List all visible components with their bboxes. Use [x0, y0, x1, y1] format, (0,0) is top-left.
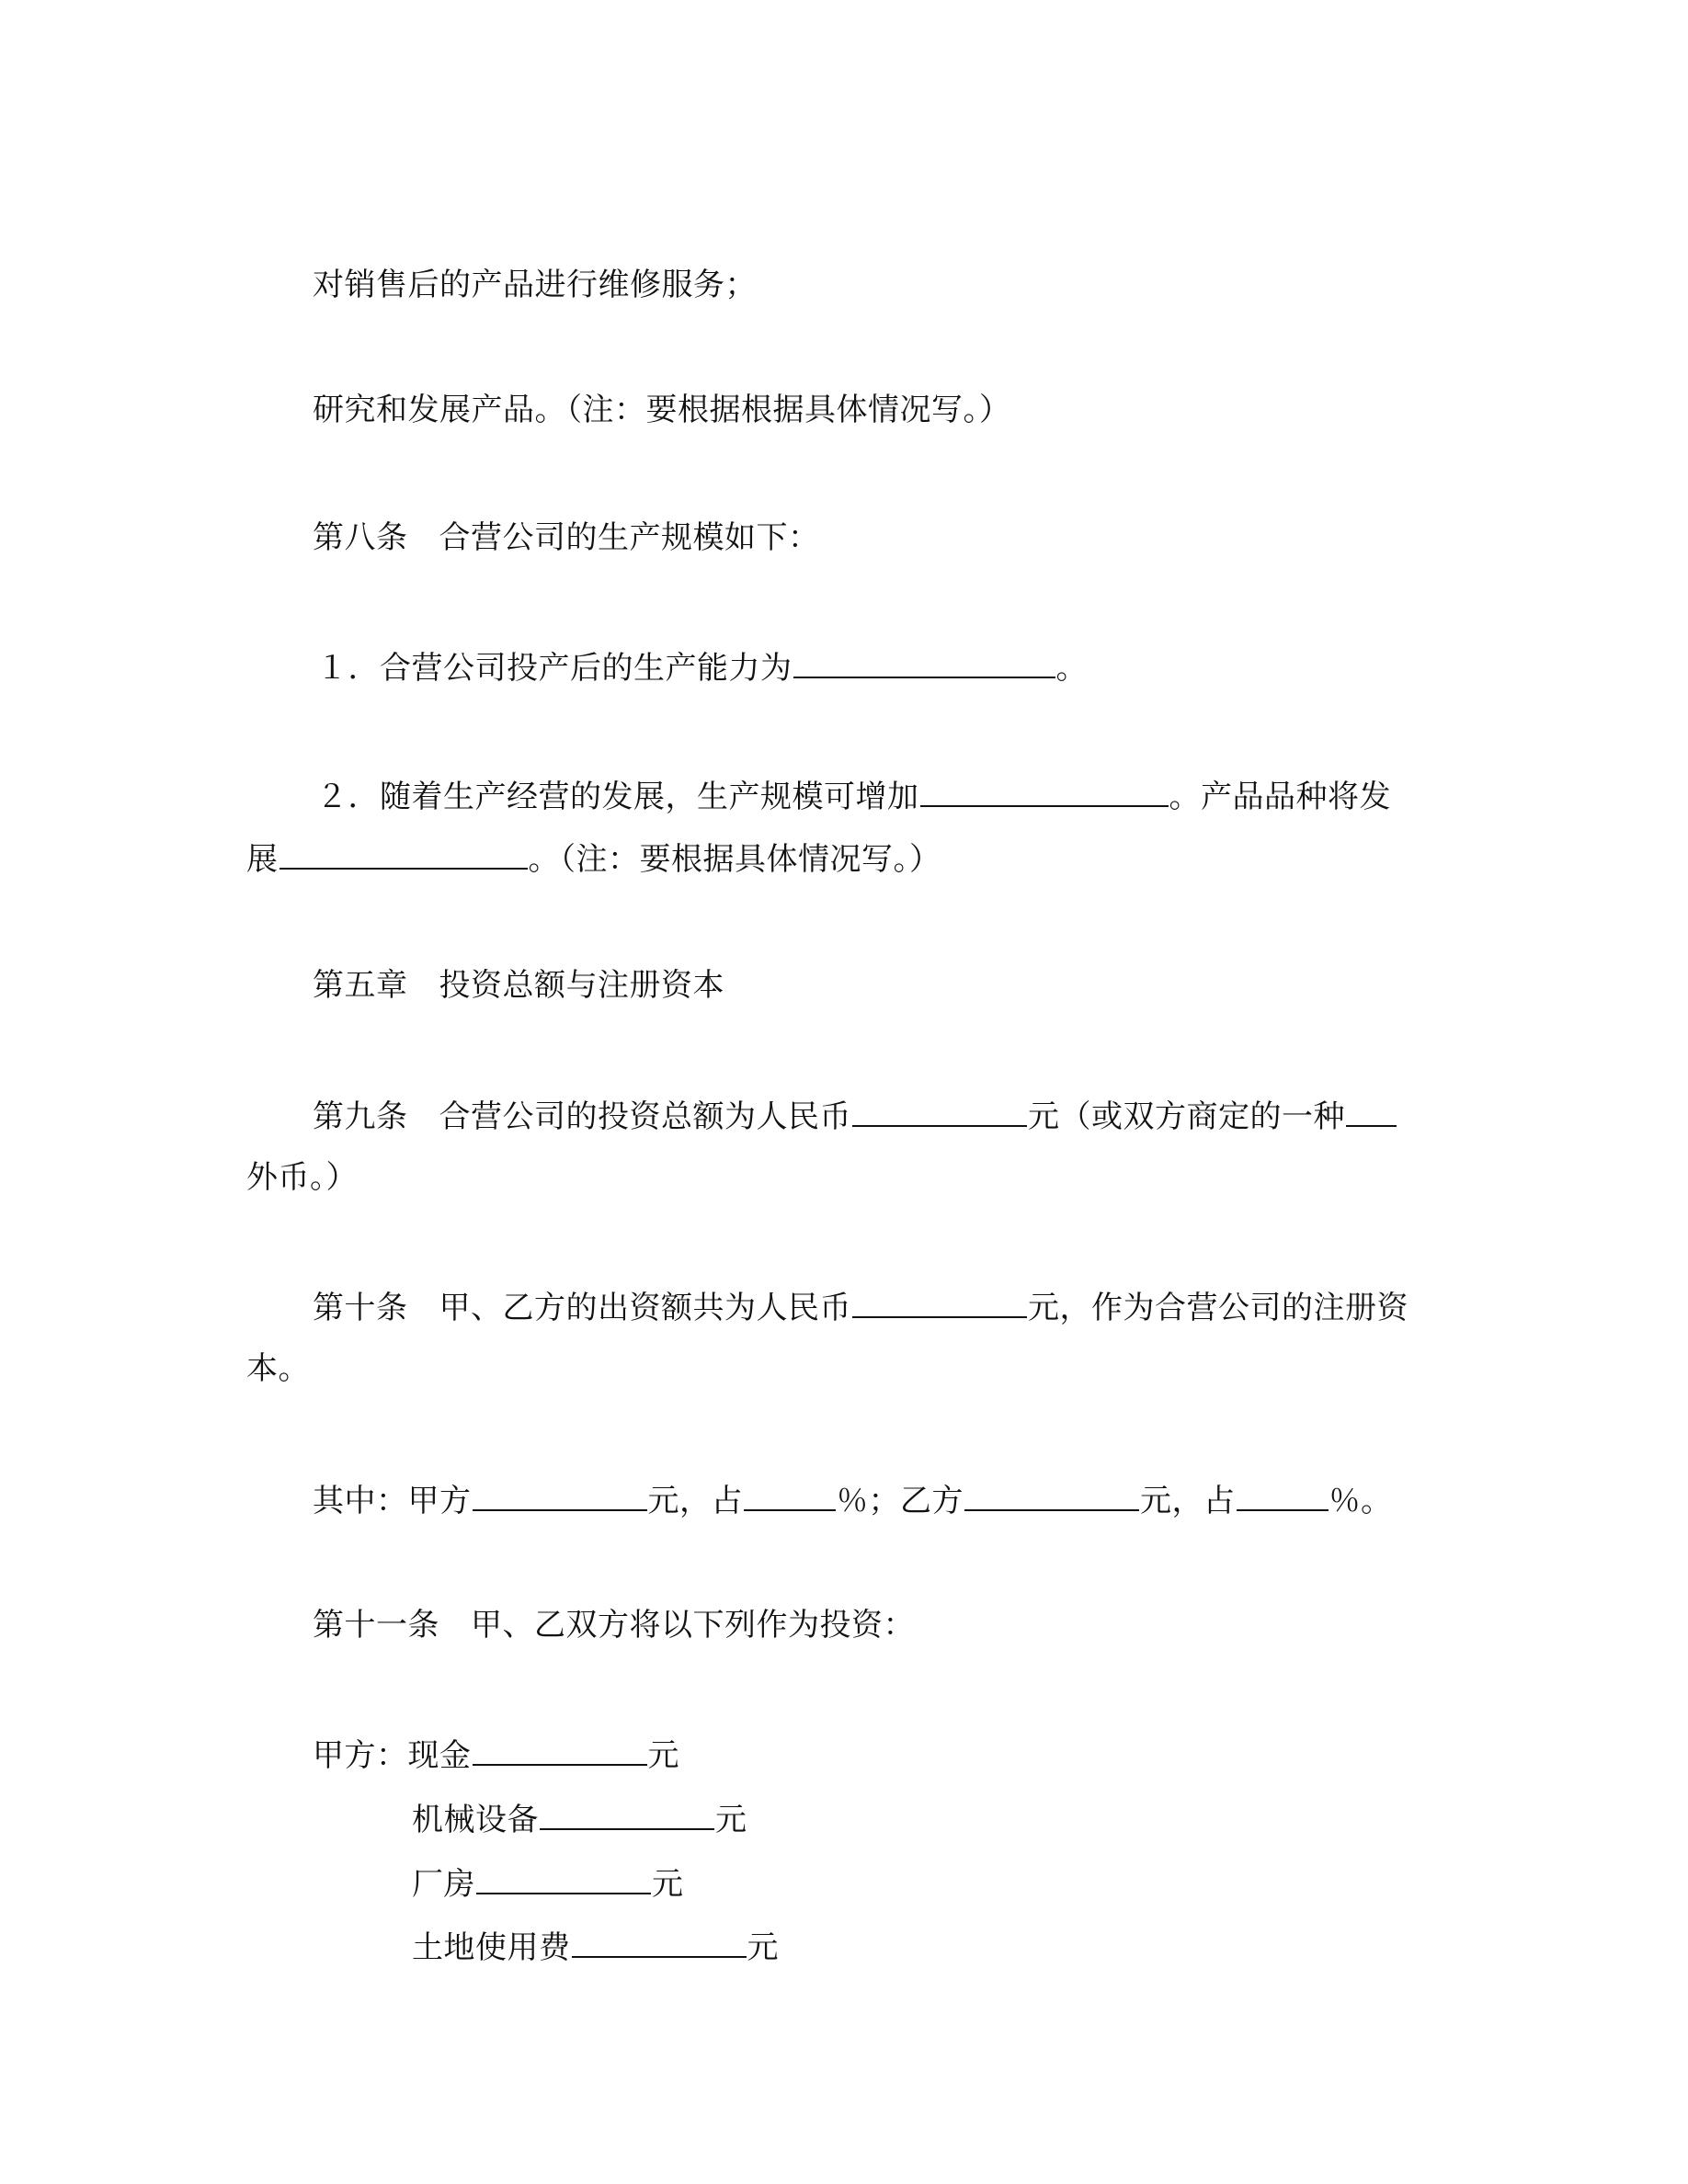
unit: 元 [652, 1866, 684, 1903]
unit: 元 [715, 1802, 747, 1838]
item-label: 厂房 [412, 1866, 475, 1903]
shares-line [313, 1478, 1393, 1521]
article-9 [313, 1094, 1397, 1137]
blank-product-variety[interactable] [279, 836, 528, 870]
chapter-5-heading [313, 965, 724, 1006]
article-8-heading [313, 518, 820, 558]
blank-cash-amount[interactable] [473, 1733, 647, 1766]
investment-cash [313, 1733, 679, 1776]
label: 其中：甲方 [313, 1483, 472, 1519]
blank-party-a-amount[interactable] [473, 1478, 647, 1511]
paragraph-maintenance [313, 265, 757, 305]
item-end: 。 [1055, 650, 1088, 687]
item-text-mid: 。产品品种将发 [1169, 779, 1391, 815]
item-text: 合营公司投产后的生产能力为 [380, 650, 793, 687]
blank-party-b-amount[interactable] [964, 1478, 1139, 1511]
unit: 元 [747, 1929, 779, 1966]
item-2-continuation [246, 836, 941, 880]
paragraph-research [313, 390, 1011, 430]
article-number: 第十条 [313, 1290, 408, 1326]
investment-machinery [412, 1797, 747, 1840]
article-text: 外币。） [246, 1159, 358, 1196]
blank-total-investment[interactable] [852, 1094, 1027, 1127]
blank-party-b-percent[interactable] [1237, 1478, 1329, 1511]
investment-land [412, 1925, 779, 1968]
label: 元，占 [647, 1483, 743, 1519]
article-text: 合营公司的投资总额为人民币 [439, 1098, 851, 1135]
blank-capacity[interactable] [793, 645, 1055, 678]
item-label: 机械设备 [412, 1802, 539, 1838]
article-10 [313, 1285, 1409, 1328]
article-10-continuation [246, 1348, 310, 1389]
article-number: 第八条 [313, 519, 408, 556]
blank-land-amount[interactable] [572, 1925, 747, 1958]
blank-machinery-amount[interactable] [540, 1797, 714, 1830]
item-label: 土地使用费 [412, 1929, 571, 1966]
article-text: 甲、乙方的出资额共为人民币 [439, 1290, 851, 1326]
article-number: 第九条 [313, 1098, 408, 1135]
item-text: 随着生产经营的发展，生产规模可增加 [380, 779, 919, 815]
article-text-mid: 元，作为合营公司的注册资 [1028, 1290, 1409, 1326]
investment-plant [412, 1861, 684, 1905]
article-11-heading [313, 1605, 915, 1645]
item-label: 现金 [407, 1737, 472, 1774]
item-text: 展 [246, 841, 279, 878]
text: 对销售后的产品进行维修服务； [313, 267, 757, 303]
label: ％；乙方 [837, 1483, 964, 1519]
item-number: ２． [316, 779, 380, 815]
item-2 [316, 774, 1391, 817]
item-text-end: 。（注：要根据具体情况写。） [528, 841, 941, 878]
item-1 [316, 645, 1088, 688]
label: 元，占 [1140, 1483, 1236, 1519]
chapter-title: 投资总额与注册资本 [439, 967, 724, 1004]
blank-foreign-currency[interactable] [1346, 1094, 1397, 1127]
article-9-continuation [246, 1157, 358, 1198]
item-number: １． [316, 650, 380, 687]
text: 研究和发展产品。（注：要根据根据具体情况写。） [313, 392, 1011, 428]
article-text: 甲、乙双方将以下列作为投资： [471, 1607, 915, 1644]
blank-plant-amount[interactable] [476, 1861, 651, 1894]
label: ％。 [1329, 1483, 1393, 1519]
article-text-mid: 元（或双方商定的一种 [1028, 1098, 1345, 1135]
article-number: 第十一条 [313, 1607, 439, 1644]
party-label: 甲方： [313, 1737, 408, 1774]
blank-contribution[interactable] [852, 1285, 1027, 1318]
chapter-number: 第五章 [313, 967, 408, 1004]
article-text: 本。 [246, 1350, 310, 1387]
article-text: 合营公司的生产规模如下： [439, 519, 820, 556]
unit: 元 [647, 1737, 679, 1774]
blank-party-a-percent[interactable] [744, 1478, 836, 1511]
blank-scale-increase[interactable] [920, 774, 1169, 807]
